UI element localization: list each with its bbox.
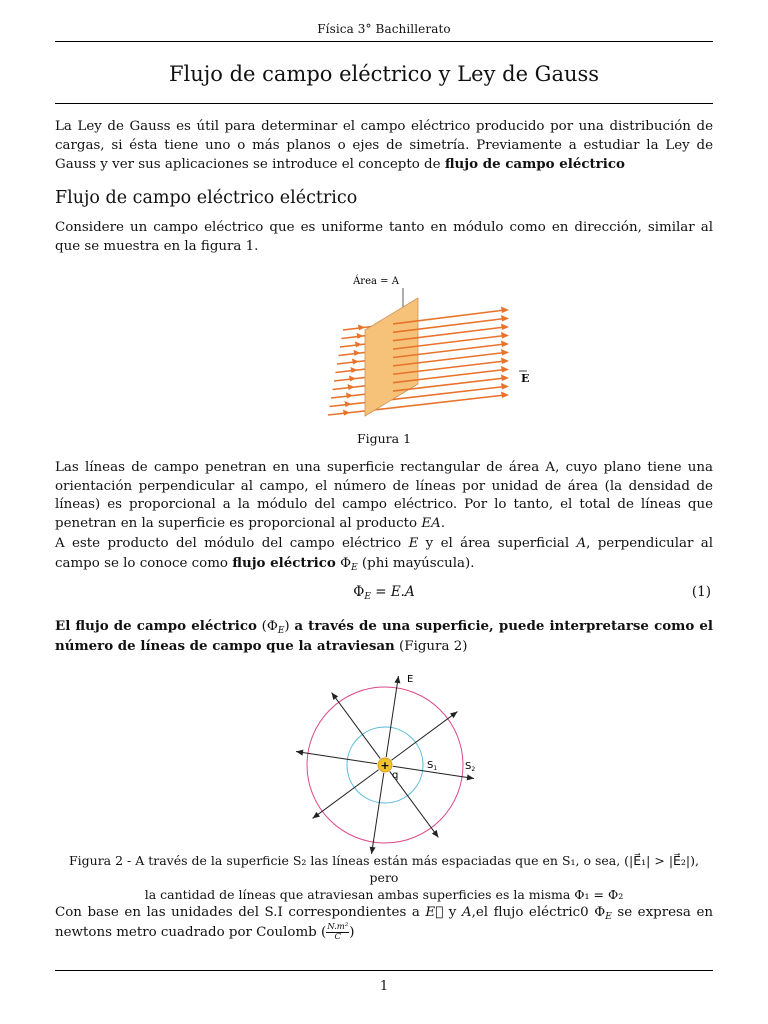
p5-post: se expresa en newtons metro cuadrado por Coulomb (	[55, 905, 714, 940]
field-line-arrowhead	[432, 830, 439, 837]
p5-a: A	[461, 905, 472, 920]
figure-2-caption	[55, 852, 713, 903]
field-arrowhead	[501, 324, 509, 331]
p4-sub: E	[277, 626, 285, 636]
field-line	[332, 693, 381, 759]
eq-sub: E	[364, 592, 371, 602]
units-fraction	[326, 923, 349, 942]
p3-post1: , perpendicular al campo se lo conoce como	[55, 536, 713, 571]
figure-2-gauss-surfaces	[305, 670, 475, 848]
field-line-arrowhead	[313, 812, 320, 819]
p3-phi: Φ	[335, 555, 352, 571]
field-arrowhead	[501, 375, 509, 382]
field-line	[296, 752, 377, 764]
field-line	[313, 770, 379, 819]
units-denominator: C	[334, 931, 341, 942]
p5-mid: y	[443, 905, 462, 920]
charge-plus: +	[380, 759, 390, 772]
field-arrowhead	[501, 341, 509, 348]
units-numerator: N.m²	[327, 921, 349, 932]
s1-letter: S	[427, 760, 434, 771]
field-arrowhead	[501, 332, 509, 339]
field-arrowhead	[501, 383, 509, 390]
p3-bold: flujo eléctrico	[232, 554, 336, 571]
s2-label	[465, 761, 475, 773]
figure-1-uniform-field	[283, 270, 530, 425]
field-arrowhead	[501, 307, 509, 314]
equation-expression	[55, 584, 713, 600]
p4-tail: (Figura 2)	[394, 638, 468, 654]
figure-1-area-label: Área = A	[353, 276, 399, 287]
field-line-arrowhead	[296, 750, 303, 756]
s1-label	[427, 760, 437, 772]
paragraph-4	[55, 617, 713, 656]
field-line	[372, 773, 384, 854]
equation-number: (1)	[691, 584, 711, 600]
paragraph-5	[55, 904, 713, 942]
p5-pre: Con base en las unidades del S.I correspondientes a	[55, 905, 426, 920]
field-arrowhead	[501, 392, 509, 399]
p3-mid: y el área superficial	[418, 536, 577, 551]
field-arrowhead-back	[346, 393, 353, 399]
field-line	[386, 676, 398, 757]
page-number: 1	[379, 979, 389, 994]
section-title: Flujo de campo eléctrico eléctrico	[55, 188, 358, 208]
field-arrowhead	[501, 315, 509, 322]
p4-bold2: a través de una superficie, puede interpretarse como el número de líneas de campo que la atraviesan	[55, 618, 713, 654]
field-arrowhead-back	[357, 333, 364, 339]
p3-sub: E	[351, 562, 358, 573]
title-rule	[55, 103, 713, 104]
intro-bold: flujo de campo eléctrico	[444, 156, 625, 172]
p4-paren-close: )	[284, 619, 295, 634]
document-title: Flujo de campo eléctrico y Ley de Gauss	[168, 62, 600, 86]
field-arrowhead-back	[349, 375, 356, 381]
field-arrow-back	[328, 408, 393, 415]
field-line-arrowhead	[394, 676, 400, 683]
header-rule	[55, 41, 713, 42]
p3-a: A	[576, 536, 587, 551]
field-line	[390, 771, 439, 837]
paragraph-1: Considere un campo eléctrico que es uniforme tanto en módulo como en dirección, similar al que se muestra en la figura 1.	[55, 220, 713, 254]
field-arrowhead-back	[351, 367, 358, 373]
intro-text: La Ley de Gauss es útil para determinar el campo eléctrico producido por una distribución de cargas, si ésta tiene uno o más planos o ejes de simetría. Previamente a estudiar la Ley de Gauss y ver sus aplicaciones se introduce el concepto de	[55, 119, 713, 172]
s2-sub: 2	[471, 766, 476, 773]
field-arrowhead-back	[343, 410, 350, 416]
caption-2-line-1: Figura 2 - A través de la superficie S₂ las líneas están más espaciadas que en S₁, o sea, (|E⃗₁| > |E⃗₂|), pero	[68, 853, 699, 885]
p5-e: E⃗	[425, 905, 444, 920]
field-arrowhead	[501, 358, 509, 365]
field-label: E	[407, 674, 414, 685]
figure-1-caption: Figura 1	[356, 431, 412, 446]
document-page	[55, 0, 713, 1024]
field-line-arrowhead	[450, 712, 457, 719]
eq-rhs: = E.A	[370, 584, 415, 600]
p5-mid2: ,el flujo eléctric0 Φ	[471, 905, 606, 920]
field-e-label: E	[521, 372, 530, 385]
field-arrowhead-back	[352, 358, 359, 364]
field-line	[391, 712, 457, 761]
intro-paragraph	[55, 118, 713, 175]
p5-close: )	[349, 924, 355, 940]
field-arrowhead-back	[355, 341, 362, 347]
field-arrowhead	[501, 349, 509, 356]
field-arrowhead-back	[358, 324, 365, 330]
s2-letter: S	[465, 761, 472, 772]
paragraph-2-product: EA.	[421, 515, 446, 531]
eq-lhs: Φ	[353, 584, 365, 600]
footer-rule	[55, 970, 713, 971]
field-arrowhead-back	[354, 350, 361, 356]
field-arrowhead-back	[345, 401, 352, 407]
p3-post2: (phi mayúscula).	[357, 555, 475, 571]
caption-2-line-2: la cantidad de líneas que atraviesan ambas superficies es la misma Φ₁ = Φ₂	[144, 887, 624, 902]
field-arrowhead-back	[348, 384, 355, 390]
p3-pre: A este producto del módulo del campo eléctrico	[55, 536, 409, 551]
p3-e: E	[408, 536, 419, 551]
field-arrowhead	[501, 366, 509, 373]
field-line-arrowhead	[332, 693, 339, 700]
running-header: Física 3° Bachillerato	[317, 22, 451, 36]
p4-paren: (Φ	[256, 619, 278, 634]
area-surface	[365, 298, 418, 416]
field-line-arrowhead	[467, 774, 474, 780]
paragraph-3	[55, 535, 713, 573]
p4-bold1: El flujo de campo eléctrico	[55, 618, 257, 634]
p5-sub: E	[605, 912, 612, 922]
paragraph-2	[55, 459, 713, 533]
charge-label: q	[392, 770, 399, 781]
paragraph-2-text: Las líneas de campo penetran en una superficie rectangular de área A, cuyo plano tiene una orientación perpendicular al campo, el número de líneas por unidad de área (la densidad de líneas) es proporcional a la módulo del campo eléctrico. Por lo tanto, el total de líneas que penetran en la superficie es proporcional al producto	[55, 460, 713, 531]
s1-sub: 1	[433, 765, 438, 772]
